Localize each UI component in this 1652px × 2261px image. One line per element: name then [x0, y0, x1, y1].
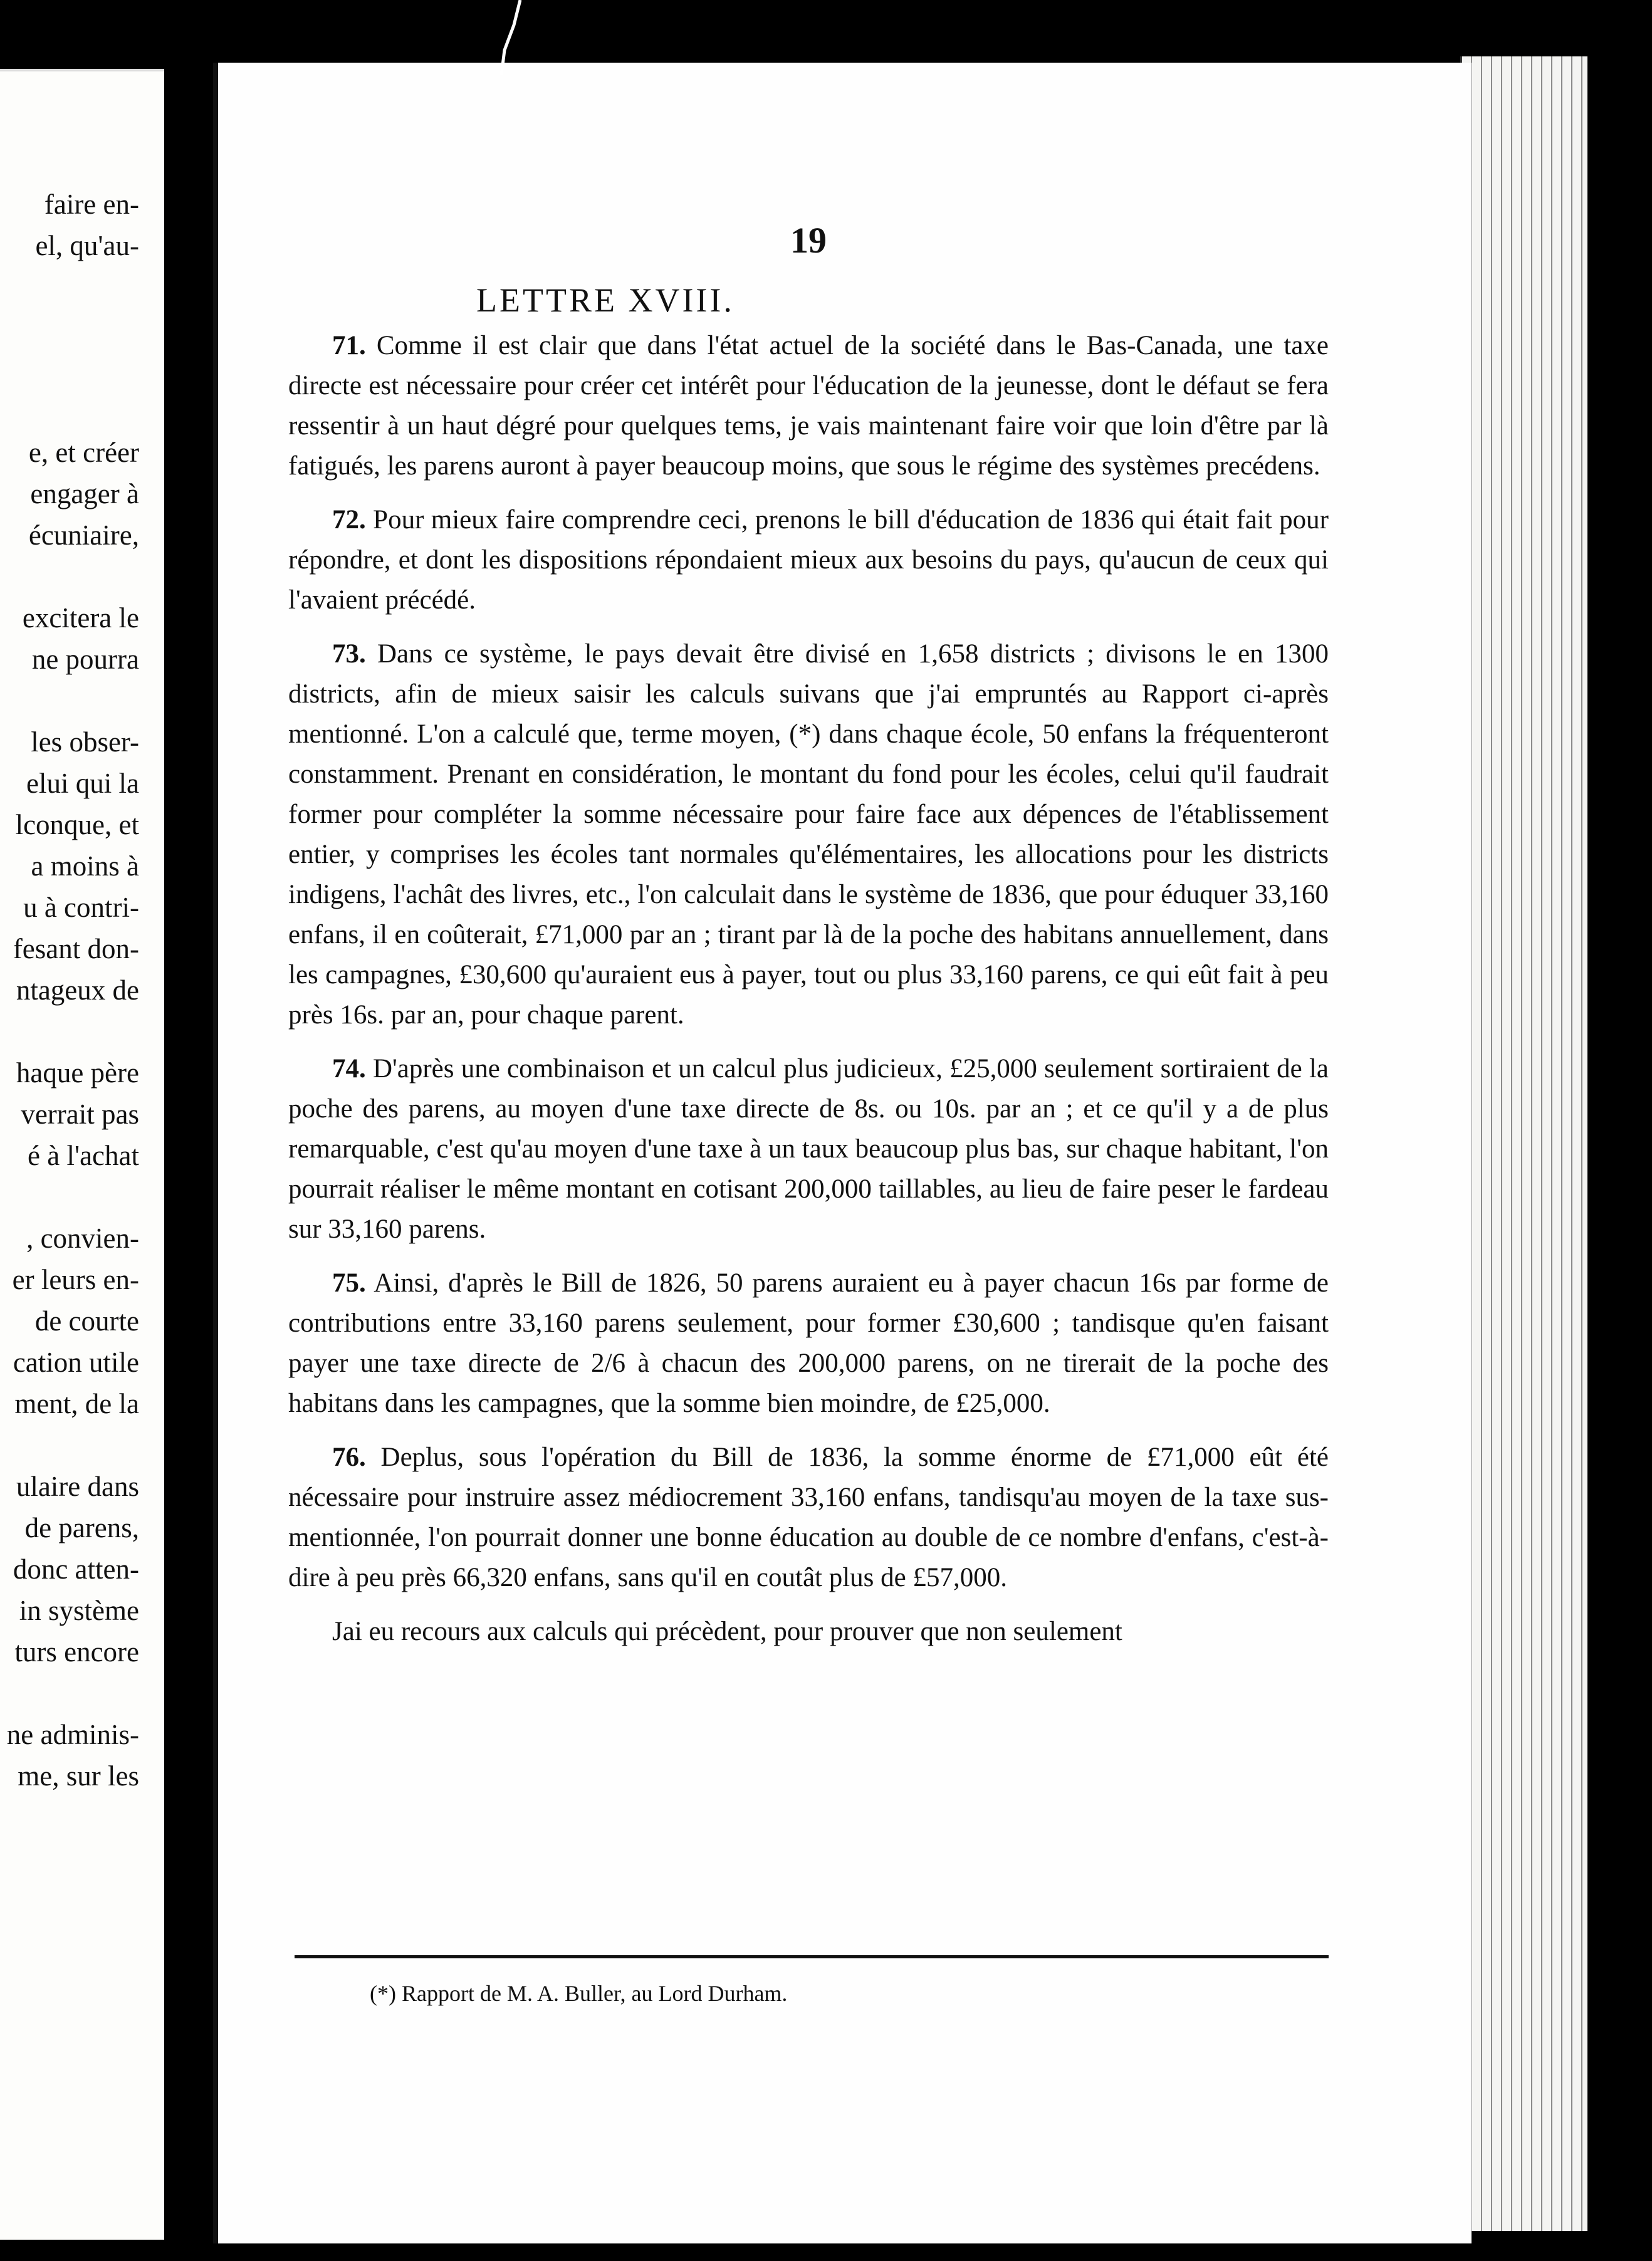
previous-page-line: ment, de la — [14, 1388, 139, 1419]
paragraph-text: Ainsi, d'après le Bill de 1826, 50 parens auraient eu à payer chacun 16s par forme de contributions entre 33,160 parens seulement, pour former £30,600 ; tandisque qu'en faisant payer une taxe directe de 2/6 à chacun des 200,000 parens, on ne tirerait de la poche des habitans dans les campagnes, que la somme bien moindre, de £25,000. — [288, 1268, 1329, 1418]
previous-page-line: el, qu'au- — [35, 230, 139, 261]
paragraph-74 — [288, 1049, 1329, 1250]
paragraph-76 — [288, 1438, 1329, 1598]
paragraph-text: Pour mieux faire comprendre ceci, prenons le bill d'éducation de 1836 qui était fait pour répondre, et dont les dispositions répondaient mieux aux besoins du pays, qu'aucun de ceux qui l'avaient précédé. — [288, 505, 1329, 615]
previous-page-line: me, sur les — [18, 1760, 139, 1792]
previous-page-line: haque père — [16, 1057, 139, 1089]
paragraph-71 — [288, 326, 1329, 486]
paragraph-number: 73. — [332, 639, 366, 669]
paragraph-number: 76. — [332, 1443, 366, 1472]
previous-page-line: excitera le — [22, 602, 139, 634]
previous-page-line: , convien- — [26, 1223, 139, 1254]
previous-page-line: ulaire dans — [16, 1471, 139, 1502]
previous-page-line: engager à — [30, 478, 139, 509]
paragraph-text: Deplus, sous l'opération du Bill de 1836, la somme énorme de £71,000 eût été nécessaire pour instruire assez médiocrement 33,160 enfans, tandisqu'au moyen de la taxe sus-mentionnée, l'on pourrait donner une bonne éducation au double de ce nombre d'enfans, c'est-à-dire à peu près 66,320 enfans, sans qu'il en coutât plus de £57,000. — [288, 1443, 1329, 1592]
paragraph-text: Jai eu recours aux calculs qui précèdent, pour prouver que non seulement — [332, 1617, 1122, 1646]
previous-page-line: les obser- — [31, 726, 139, 758]
scan-scratch-mark — [476, 0, 552, 88]
previous-page-line: a moins à — [31, 850, 139, 882]
body-text — [288, 326, 1329, 1666]
paragraph-75 — [288, 1263, 1329, 1424]
previous-page-line: ntageux de — [16, 974, 139, 1006]
previous-page-line: lconque, et — [15, 809, 139, 840]
previous-page-line: faire en- — [44, 189, 139, 220]
previous-page-line: turs encore — [14, 1636, 139, 1668]
paragraph-number: 72. — [332, 505, 366, 535]
paragraph-number: 74. — [332, 1054, 366, 1084]
book-page-edges — [1460, 56, 1587, 2231]
footnote-rule — [295, 1955, 1329, 1958]
paragraph-continuation — [288, 1612, 1329, 1652]
previous-page-line: de courte — [34, 1305, 139, 1337]
previous-page-line: donc atten- — [13, 1553, 139, 1585]
previous-page-line: elui qui la — [26, 768, 139, 799]
previous-page-line: de parens, — [24, 1512, 139, 1543]
paragraph-text: Comme il est clair que dans l'état actuel de la société dans le Bas-Canada, une taxe directe est nécessaire pour créer cet intérêt pour l'éducation de la jeunesse, dont le défaut se fera ressentir à un haut dégré pour quelques tems, je vais maintenant faire voir que loin d'être par là fatigués, les parens auront à payer beaucoup moins, que sous le régime des systèmes precédens. — [288, 331, 1329, 481]
page-number: 19 — [790, 220, 827, 261]
previous-page-line: er leurs en- — [12, 1264, 139, 1295]
previous-page-line: ne adminis- — [6, 1719, 139, 1750]
paragraph-72 — [288, 500, 1329, 620]
previous-page-line: verrait pas — [21, 1099, 139, 1130]
letter-heading: LETTRE XVIII. — [476, 281, 735, 319]
previous-page-line: fesant don- — [13, 933, 139, 964]
previous-page-line: cation utile — [13, 1347, 139, 1378]
previous-page-line: é à l'achat — [28, 1140, 139, 1171]
previous-page-fragment — [0, 69, 164, 2240]
footnote: (*) Rapport de M. A. Buller, au Lord Durham. — [370, 1981, 788, 2006]
previous-page-line: ne pourra — [31, 644, 139, 675]
paragraph-73 — [288, 634, 1329, 1035]
paragraph-text: D'après une combinaison et un calcul plus judicieux, £25,000 seulement sortiraient de la poche des parens, au moyen d'une taxe directe de 8s. ou 10s. par an ; et ce qu'il y a de plus remarquable, c'est qu'au moyen d'une taxe à un taux beaucoup plus bas, sur chaque habitant, l'on pourrait réaliser le même montant en cotisant 200,000 taillables, au lieu de faire peser le fardeau sur 33,160 parens. — [288, 1054, 1329, 1244]
previous-page-line: u à contri- — [23, 892, 139, 923]
paragraph-number: 71. — [332, 331, 366, 360]
previous-page-line: écuniaire, — [28, 520, 139, 551]
previous-page-line: e, et créer — [28, 437, 139, 468]
paragraph-text: Dans ce système, le pays devait être divisé en 1,658 districts ; divisons le en 1300 districts, afin de mieux saisir les calculs suivans que j'ai empruntés au Rapport ci-après mentionné. L'on a calculé que, terme moyen, (*) dans chaque école, 50 enfans la fréquenteront constamment. Prenant en considération, le montant du fond pour les écoles, celui qu'il faudrait former pour compléter la somme nécessaire pour faire face aux dépences de l'établissement entier, y comprises les écoles tant normales qu'élémentaires, les allocations pour les districts indigens, l'achât des livres, etc., l'on calculait dans le système de 1836, que pour éduquer 33,160 enfans, il en coûterait, £71,000 par an ; tirant par là de la poche des habitans annuellement, dans les campagnes, £30,600 qu'auraient eus à payer, tout ou plus 33,160 parens, ce qui eût fait à peu près 16s. par an, pour chaque parent. — [288, 639, 1329, 1030]
paragraph-number: 75. — [332, 1268, 366, 1298]
previous-page-line: in système — [19, 1595, 139, 1626]
